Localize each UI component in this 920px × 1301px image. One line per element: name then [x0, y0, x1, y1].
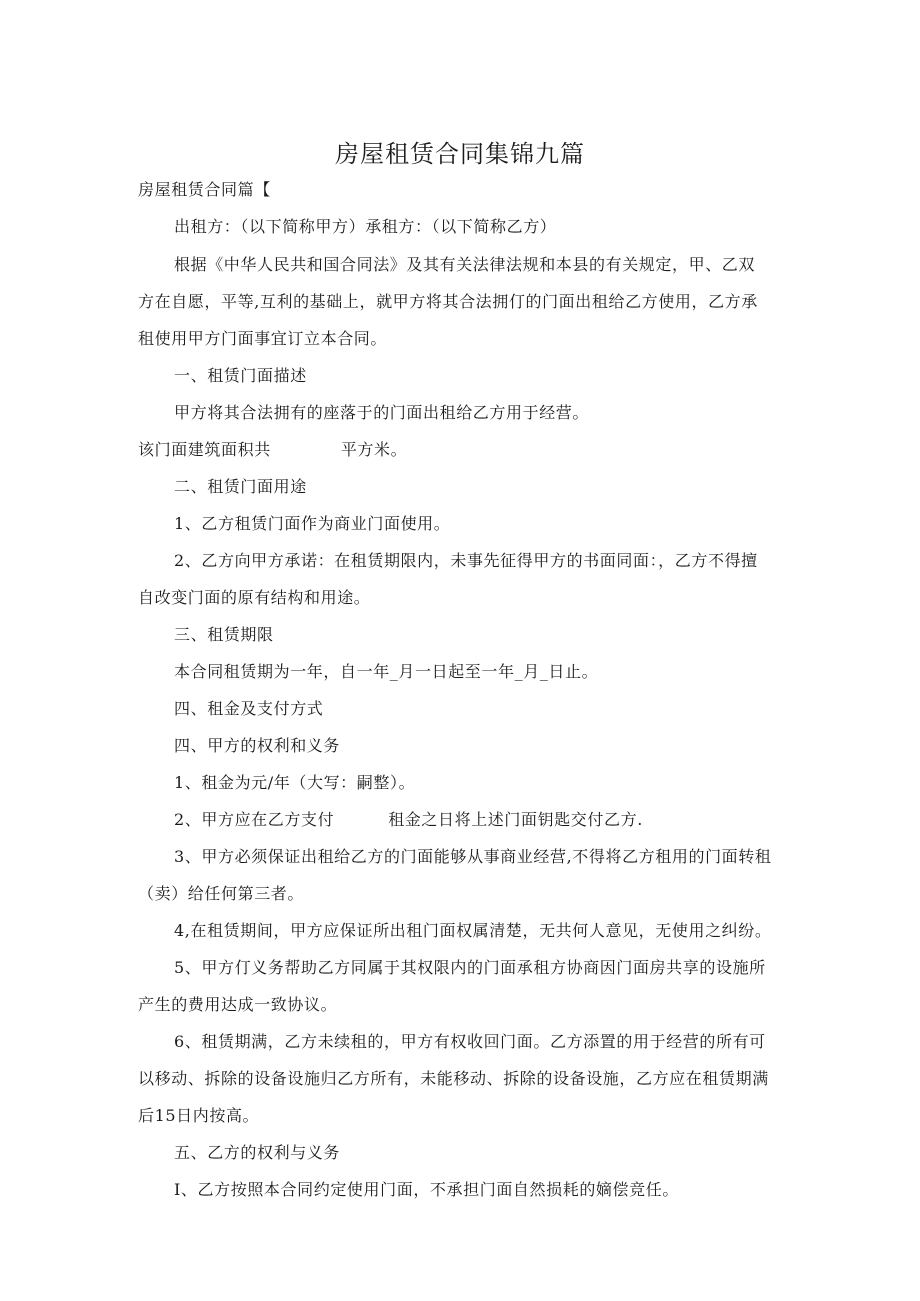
- paragraph-line: 1、租金为元/年（大写：嗣整）。: [174, 773, 416, 792]
- clause-heading: 五、乙方的权利与义务: [174, 1143, 341, 1162]
- paragraph-line: 租使用甲方门面事宜订立本合同。: [138, 329, 388, 348]
- paragraph-line: I、乙方按照本合同约定使用门面，不承担门面自然损耗的嫡偿竞任。: [174, 1180, 679, 1199]
- section-heading: 房屋租赁合同篇【: [138, 180, 271, 199]
- clause-heading: 三、租赁期限: [174, 625, 274, 644]
- paragraph-line: 3、甲方必须保证出租给乙方的门面能够从事商业经营,不得将乙方租用的门面转租: [174, 847, 772, 866]
- paragraph-line: 自改变门面的原有结构和用途。: [138, 588, 371, 607]
- payment-label: 2、甲方应在乙方支付: [174, 810, 335, 829]
- paragraph-line: 产生的费用达成一致协议。: [138, 995, 338, 1014]
- paragraph-line: 根据《中华人民共和国合同法》及其有关法律法规和本县的有关规定，甲、乙双: [174, 255, 756, 274]
- clause-heading: 四、租金及支付方式: [174, 699, 324, 718]
- paragraph-line: 本合同租赁期为一年，自一年_月一日起至一年_月_日止。: [174, 662, 599, 681]
- area-label: 该门面建筑面积共: [138, 440, 271, 459]
- paragraph-line: 4,在租赁期间，甲方应保证所出租门面权属清楚，无共何人意见，无使用之纠纷。: [174, 921, 772, 940]
- paragraph-line: （卖）给任何第三者。: [138, 884, 305, 903]
- paragraph-line: 5、甲方仃义务帮助乙方同属于其权限内的门面承租方协商因门面房共享的设施所: [174, 958, 766, 977]
- payment-line: [174, 808, 643, 832]
- clause-heading: 四、甲方的权利和义务: [174, 736, 341, 755]
- paragraph-line: 方在自愿，平等,互利的基础上，就甲方将其合法拥仃的门面出租给乙方使用，乙方承: [138, 292, 758, 311]
- area-unit: 平方米。: [340, 440, 408, 459]
- paragraph-line: 甲方将其合法拥有的座落于的门面出租给乙方用于经营。: [174, 403, 590, 422]
- clause-heading: 二、租赁门面用途: [174, 477, 307, 496]
- paragraph-line: 1、乙方租赁门面作为商业门面使用。: [174, 514, 451, 533]
- payment-continuation: 租金之日将上述门面钥匙交付乙方.: [388, 810, 643, 829]
- paragraph-line: 以移动、拆除的设备设施归乙方所有，未能移动、拆除的设备设施，乙方应在租赁期满: [138, 1069, 769, 1088]
- document-title: 房屋租赁合同集锦九篇: [335, 140, 585, 168]
- paragraph-line: 6、租赁期满，乙方未续租的，甲方有权收回门面。乙方添置的用于经营的所有可: [174, 1032, 766, 1051]
- paragraph-line: 2、乙方向甲方承诺：在租赁期限内，未事先征得甲方的书面同面：，乙方不得擅: [174, 551, 758, 570]
- parties-line: 出租方：（以下简称甲方）承租方：（以下简称乙方）: [174, 217, 557, 236]
- clause-heading: 一、租赁门面描述: [174, 366, 307, 385]
- paragraph-line: 后15日内按高。: [138, 1106, 260, 1125]
- area-line: [138, 438, 407, 462]
